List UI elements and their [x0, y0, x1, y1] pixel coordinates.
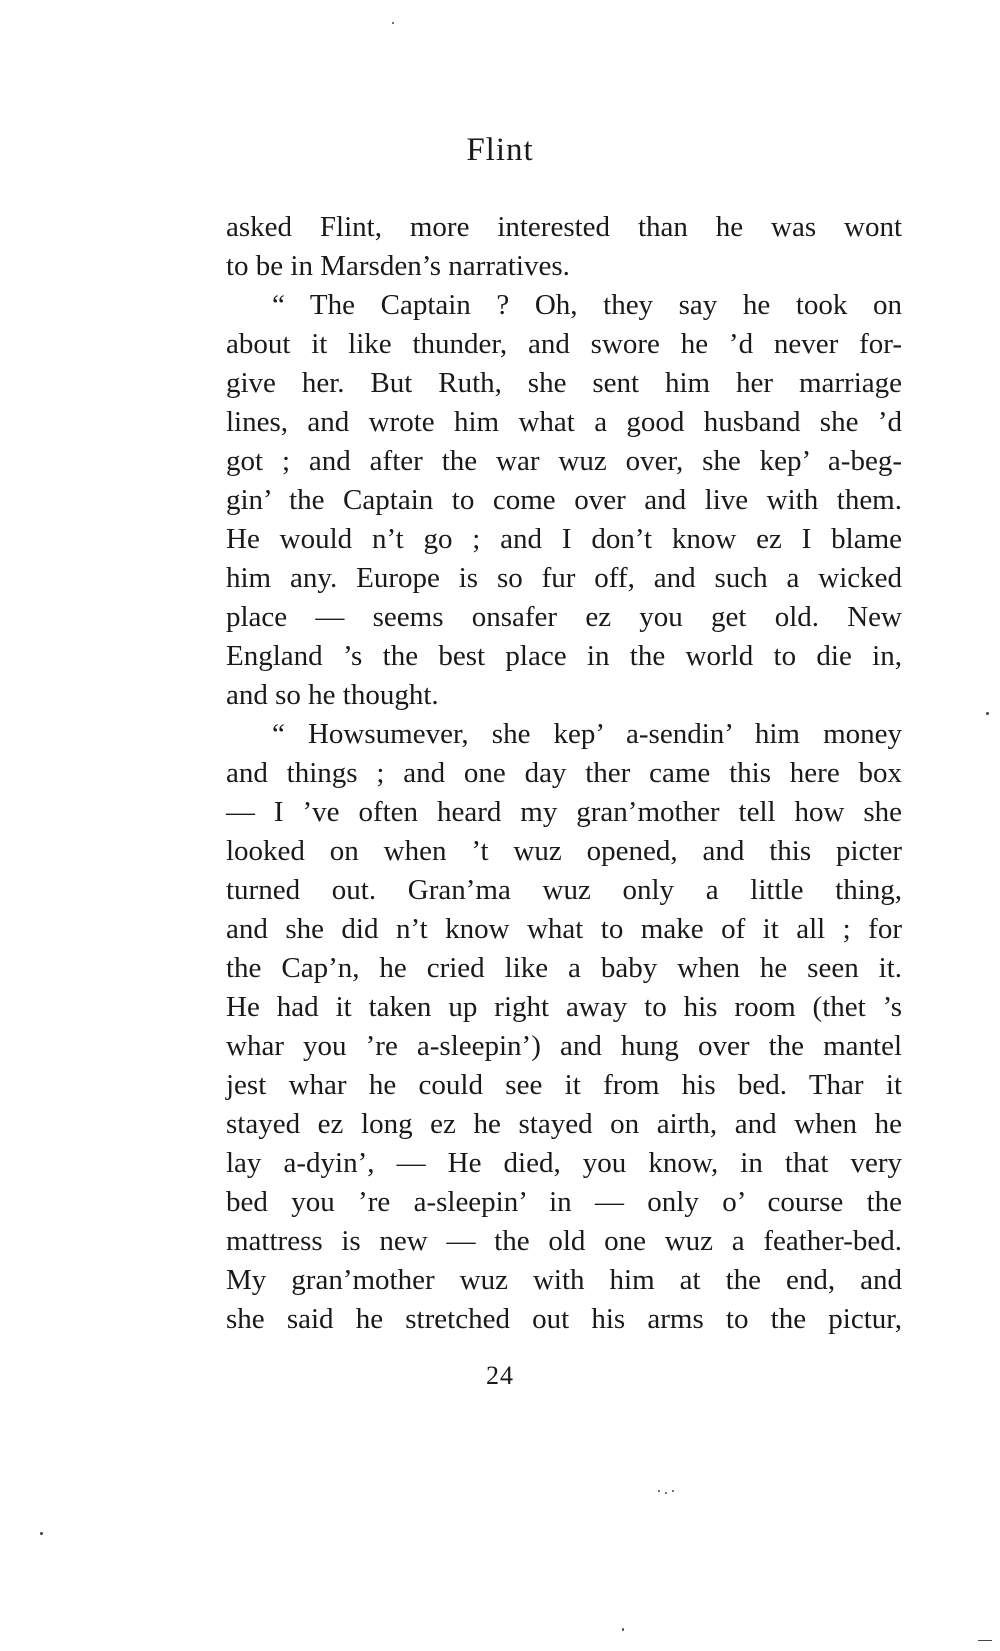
text-line: give her. But Ruth, she sent him her marriage: [226, 367, 902, 399]
scan-speck: [392, 22, 394, 24]
text-line: asked Flint, more interested than he was wont: [226, 211, 902, 243]
text-line: and things ; and one day ther came this here box: [226, 757, 902, 789]
text-line: and she did n’t know what to make of it all ; for: [226, 913, 902, 945]
text-line: He had it taken up right away to his room (thet ’s: [226, 991, 902, 1023]
text-line: mattress is new — the old one wuz a feather-bed.: [226, 1225, 902, 1257]
text-line: to be in Marsden’s narratives.: [226, 250, 570, 282]
text-line: turned out. Gran’ma wuz only a little thing,: [226, 874, 902, 906]
body-text: [226, 208, 902, 1339]
text-line: England ’s the best place in the world to die in,: [226, 640, 902, 672]
text-line: looked on when ’t wuz opened, and this picter: [226, 835, 902, 867]
text-line: she said he stretched out his arms to the pictur,: [226, 1303, 902, 1335]
text-line: about it like thunder, and swore he ’d never for-: [226, 328, 902, 360]
scan-speck: [665, 1492, 667, 1494]
text-line: “ The Captain ? Oh, they say he took on: [272, 289, 902, 321]
page-number: 24: [486, 1361, 514, 1390]
text-line: bed you ’re a-sleepin’ in — only o’ course the: [226, 1186, 902, 1218]
scan-speck: [986, 712, 989, 715]
text-line: “ Howsumever, she kep’ a-sendin’ him money: [272, 718, 902, 750]
text-line: gin’ the Captain to come over and live with them.: [226, 484, 902, 516]
text-line: and so he thought.: [226, 679, 439, 711]
text-line: got ; and after the war wuz over, she kep’ a-beg-: [226, 445, 902, 477]
text-line: place — seems onsafer ez you get old. New: [226, 601, 902, 633]
text-line: My gran’mother wuz with him at the end, and: [226, 1264, 902, 1296]
scan-speck: [658, 1490, 660, 1492]
text-line: lay a-dyin’, — He died, you know, in that very: [226, 1147, 902, 1179]
text-line: — I ’ve often heard my gran’mother tell how she: [226, 796, 902, 828]
scan-speck: [40, 1532, 43, 1535]
scan-speck: [622, 1628, 624, 1631]
scan-speck: [672, 1490, 674, 1492]
text-line: He would n’t go ; and I don’t know ez I blame: [226, 523, 902, 555]
scan-speck: [978, 1640, 992, 1641]
text-line: lines, and wrote him what a good husband she ’d: [226, 406, 902, 438]
text-line: the Cap’n, he cried like a baby when he seen it.: [226, 952, 902, 984]
text-line: whar you ’re a-sleepin’) and hung over the mantel: [226, 1030, 902, 1062]
text-line: jest whar he could see it from his bed. Thar it: [226, 1069, 902, 1101]
text-line: stayed ez long ez he stayed on airth, and when he: [226, 1108, 902, 1140]
text-line: him any. Europe is so fur off, and such a wicked: [226, 562, 902, 594]
running-head: Flint: [466, 132, 534, 168]
